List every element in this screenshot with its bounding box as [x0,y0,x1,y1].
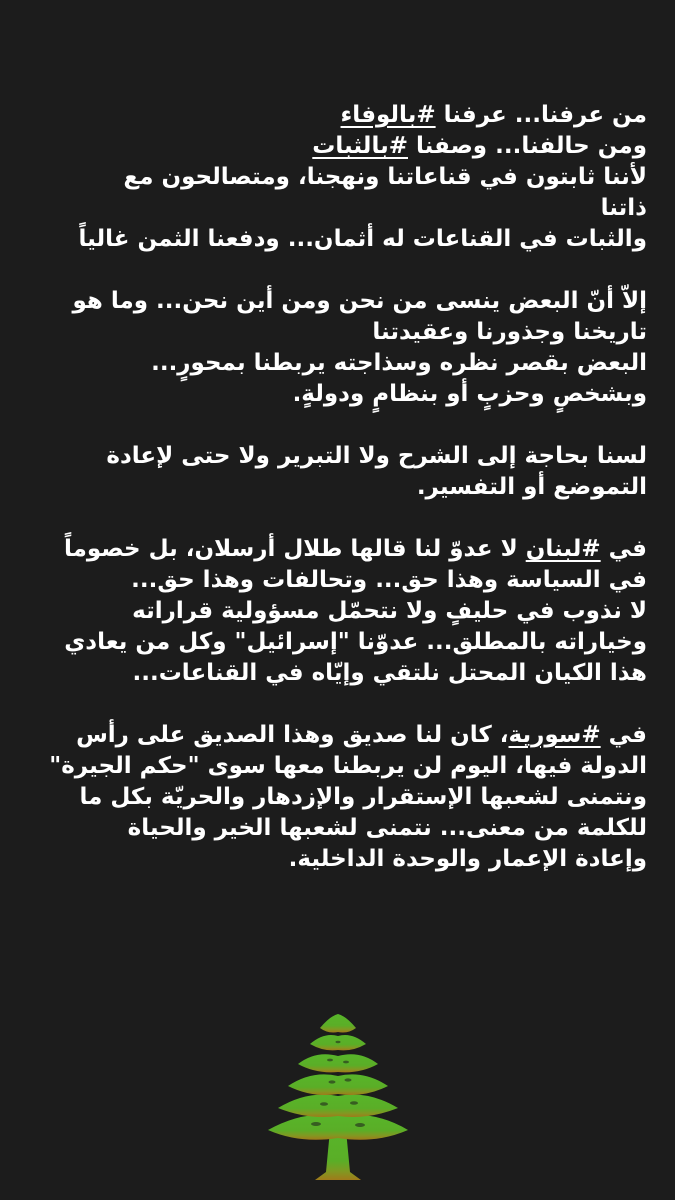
hashtag-link[interactable]: #بالوفاء [340,102,436,128]
text-segment: ، كان لنا صديق وهذا الصديق على رأس [76,722,509,748]
text-line [27,348,647,379]
text-line [27,813,647,844]
paragraph [27,534,647,689]
text-line [27,565,647,596]
text-segment: ونتمنى لشعبها الإستقرار والإزدهار والحريّة بكل ما [79,784,647,810]
text-segment: وبشخصٍ وحزبٍ أو بنظامٍ ودولةٍ. [292,381,647,407]
paragraph [27,286,647,410]
hashtag-link[interactable]: #لبنان [525,536,601,562]
text-segment: في السياسة وهذا حق... وتحالفات وهذا حق... [131,567,647,593]
text-segment: إلاّ أنّ البعض ينسى من نحن ومن أين نحن... وما هو [72,288,647,314]
text-segment: تاريخنا وجذورنا وعقيدتنا [372,319,647,345]
text-line [27,534,647,565]
text-segment: للكلمة من معنى... نتمنى لشعبها الخير والحياة [127,815,647,841]
text-segment: وإعادة الإعمار والوحدة الداخلية. [288,846,647,872]
text-segment: والثبات في القناعات له أثمان... ودفعنا الثمن غالياً [78,226,647,252]
text-line [27,472,647,503]
text-line [27,658,647,689]
hashtag-link[interactable]: #بالثبات [312,133,408,159]
text-segment: ومن حالفنا... وصفنا [408,133,647,159]
text-line [27,379,647,410]
statement-text [27,100,647,875]
text-segment: التموضع أو التفسير. [416,474,647,500]
hashtag-link[interactable]: #سورية [508,722,601,748]
text-line [27,100,647,131]
text-line [27,193,647,224]
text-segment: ذاتنا [600,195,647,221]
text-segment: لا نذوب في حليفٍ ولا نتحمّل مسؤولية قراراته [132,598,647,624]
text-segment: في [600,722,647,748]
text-line [27,441,647,472]
text-segment: البعض بقصر نظره وسذاجته يربطنا بمحورٍ... [151,350,647,376]
text-line [27,162,647,193]
text-segment: هذا الكيان المحتل نلتقي وإيّاه في القناعات... [132,660,647,686]
text-segment: وخياراته بالمطلق... عدوّنا "إسرائيل" وكل من يعادي [64,629,647,655]
text-segment: من عرفنا... عرفنا [435,102,647,128]
text-line [27,627,647,658]
text-line [27,596,647,627]
text-line [27,720,647,751]
text-segment: في [600,536,647,562]
text-line [27,224,647,255]
text-line [27,844,647,875]
text-segment: لأننا ثابتون في قناعاتنا ونهجنا، ومتصالحون مع [123,164,647,190]
paragraph [27,441,647,503]
text-segment: الدولة فيها، اليوم لن يربطنا معها سوى "حكم الجيرة" [49,753,647,779]
text-line [27,782,647,813]
text-line [27,317,647,348]
paragraph [27,720,647,875]
text-line [27,131,647,162]
cedar-tree-icon [264,1012,412,1184]
paragraph [27,100,647,255]
text-line [27,286,647,317]
text-line [27,751,647,782]
text-segment: لا عدوّ لنا قالها طلال أرسلان، بل خصوماً [64,536,526,562]
text-segment: لسنا بحاجة إلى الشرح ولا التبرير ولا حتى لإعادة [106,443,647,469]
